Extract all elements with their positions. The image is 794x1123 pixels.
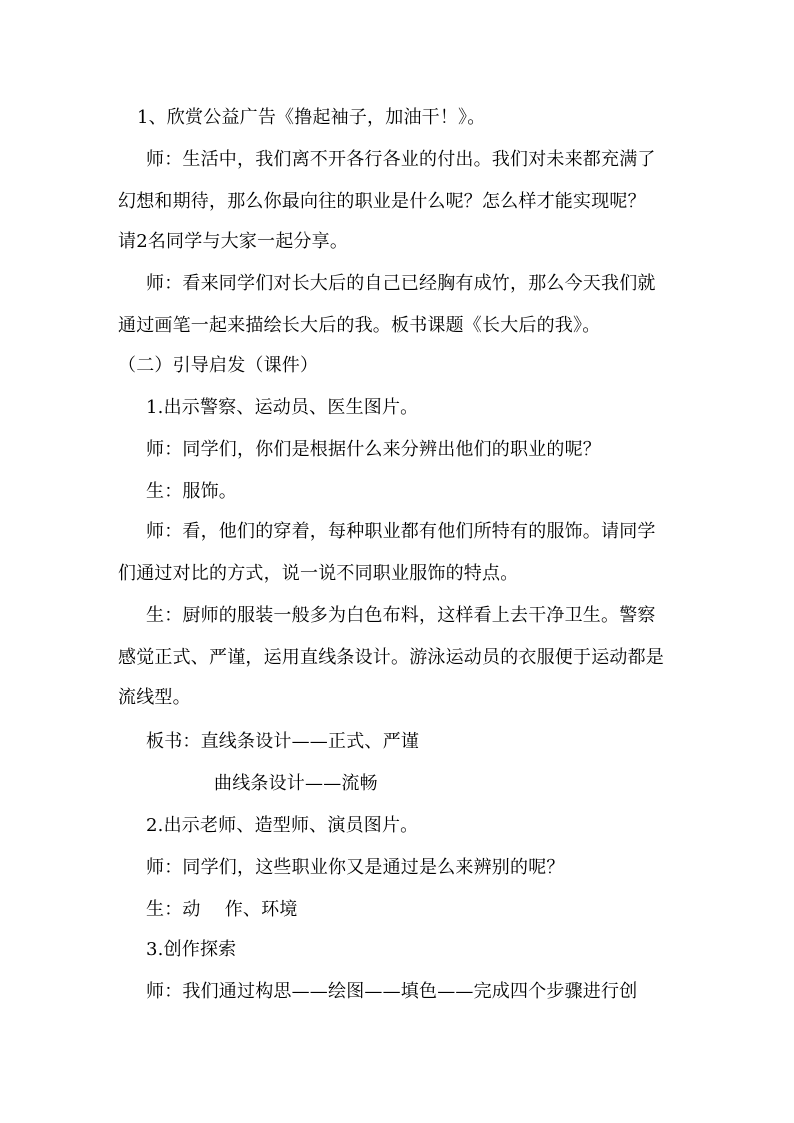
text-line: 请2名同学与大家一起分享。 [118,231,349,252]
text-line: 师：同学们，这些职业你又是通过是么来辨别的呢？ [146,857,565,878]
text-line: 师：看，他们的穿着，每种职业都有他们所特有的服饰。请同学 [146,521,656,542]
board-note: 曲线条设计——流畅 [214,773,378,794]
text-line: 通过画笔一起来描绘长大后的我。板书课题《长大后的我》。 [118,315,601,336]
text-line: 感觉正式、严谨，运用直线条设计。游泳运动员的衣服便于运动都是 [118,647,664,668]
text-line: 师：我们通过构思——绘图——填色——完成四个步骤进行创 [146,981,638,1002]
text-line: 生：厨师的服装一般多为白色布料，这样看上去干净卫生。警察 [146,605,656,626]
board-note: 板书：直线条设计——正式、严谨 [146,731,419,752]
text-line: 们通过对比的方式，说一说不同职业服饰的特点。 [118,563,519,584]
text-line: 2.出示老师、造型师、演员图片。 [146,815,419,836]
text-line: 幻想和期待，那么你最向往的职业是什么呢？怎么样才能实现呢？ [118,191,646,212]
text-line: 1.出示警察、运动员、医生图片。 [146,397,419,418]
text-line: 师：同学们，你们是根据什么来分辨出他们的职业的呢？ [146,439,601,460]
text-line: 师：生活中，我们离不开各行各业的付出。我们对未来都充满了 [146,149,656,170]
section-heading: 3.创作探索 [146,939,237,960]
text-line: 师：看来同学们对长大后的自己已经胸有成竹，那么今天我们就 [146,273,656,294]
text-line: 生：服饰。 [146,481,237,502]
text-line: 生：动 作、环境 [146,899,298,920]
text-line: 1、欣赏公益广告《撸起袖子，加油干！》。 [137,107,486,128]
section-heading: （二）引导启发（课件） [118,355,319,376]
text-line: 流线型。 [118,687,191,708]
